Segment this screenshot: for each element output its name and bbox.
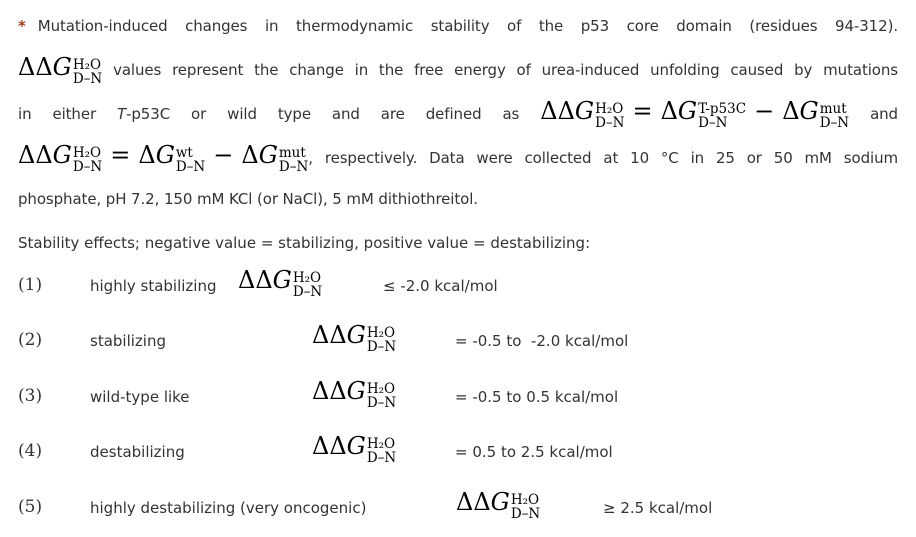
math-supsub [367,437,396,465]
row-threshold-value: ≤ -2.0 kcal/mol [383,277,498,295]
math-sup: mut [819,101,847,117]
math-supsub [367,326,396,354]
math-supsub [293,271,322,299]
row-number: (5) [18,496,43,517]
math-supsub [367,382,396,410]
math-sup: H₂O [510,491,540,508]
delta-delta-g-symbol [456,487,541,522]
math-sup: wt [175,145,193,161]
math-g: G [574,97,595,125]
row-label: stabilizing [90,332,166,351]
row-number: (4) [18,441,43,462]
row-number: (2) [18,330,43,351]
math-sup: H₂O [292,270,322,286]
row-label: highly destabilizing (very oncogenic) [90,498,367,517]
math-g: G [258,141,278,169]
math-supsub [176,146,205,174]
math-g: G [346,432,366,461]
row-label: wild-type like [90,387,190,406]
math-sup: T-p53C [698,101,747,117]
math-sub: D–N [698,115,728,131]
footnote-line3-pre: in either [18,105,97,123]
delta-delta-g-symbol [312,323,396,354]
scale-row-3 [0,371,916,426]
math-deltas: Δ [138,141,156,169]
italic-t: T [117,105,127,123]
math-deltas: ΔΔ [312,432,347,461]
math-g: G [490,487,510,516]
footnote-line3-mid: -p53C or wild type and are defined as [126,105,520,123]
footnote-line4-text: , respectively. Data were collected at 10 °C in 25 or 50 mM sodium [308,149,898,167]
footnote-paragraph [0,0,916,220]
equals-sign: = [632,97,653,125]
math-g: G [346,321,366,350]
footnote-line5-text: phosphate, pH 7.2, 150 mM KCl (or NaCl), 5 mM dithiothreitol. [18,190,478,208]
math-supsub [73,146,102,174]
delta-delta-g-symbol [18,53,103,87]
delta-delta-g-symbol [312,376,397,411]
row-threshold-value: ≥ 2.5 kcal/mol [603,498,713,517]
math-supsub [279,146,308,174]
math-supsub [820,102,849,130]
row-label: destabilizing [90,443,185,462]
math-g: G [52,141,72,169]
math-supsub [595,102,624,130]
delta-delta-g-symbol [238,268,322,299]
math-supsub [73,58,102,86]
math-supsub [698,102,746,130]
footnote-line-2 [18,47,898,91]
math-deltas: Δ [660,97,678,125]
scale-row-2 [0,315,916,370]
row-threshold-value: = -0.5 to 0.5 kcal/mol [455,387,619,406]
footnote-line2-text: values represent the change in the free energy of urea-induced unfolding caused by mutations [113,61,898,79]
stability-effects-intro: Stability effects; negative value = stabilizing, positive value = destabilizing: [18,234,591,252]
math-sup: H₂O [366,380,396,397]
math-deltas: ΔΔ [312,376,347,405]
footnote-line-4 [18,135,898,179]
footnote-line1-text: Mutation-induced changes in thermodynamic stability of the p53 core domain (residues 94-312). [37,17,898,35]
footnote-line3-post: and [870,105,898,123]
math-deltas: ΔΔ [312,321,347,350]
row-threshold-value: = 0.5 to 2.5 kcal/mol [455,443,613,462]
math-deltas: ΔΔ [540,97,575,125]
math-sup: mut [278,145,306,161]
row-number: (3) [18,385,43,406]
scale-row-5 [0,482,916,537]
math-supsub [511,493,540,521]
footnote-line-3 [18,91,898,135]
math-sub: D–N [510,505,541,522]
math-deltas: Δ [241,141,259,169]
math-sub: D–N [72,71,103,87]
delta-delta-g-symbol [312,434,396,465]
math-deltas: ΔΔ [18,141,53,169]
math-deltas: ΔΔ [238,266,273,294]
equation-1 [540,97,850,131]
math-sub: D–N [819,115,850,131]
math-sub: D–N [366,450,397,467]
equals-sign: = [110,141,131,169]
math-sub: D–N [278,159,309,175]
scale-row-1 [0,260,916,315]
math-g: G [272,266,292,294]
row-number: (1) [18,275,43,295]
math-g: G [346,376,366,405]
row-threshold-value: = -0.5 to -2.0 kcal/mol [455,332,629,351]
math-g: G [52,53,72,81]
math-sup: H₂O [72,145,102,161]
math-deltas: Δ [782,97,800,125]
scale-row-4 [0,426,916,481]
math-sub: D–N [366,339,397,356]
math-sub: D–N [175,159,206,175]
math-sup: H₂O [366,436,396,453]
math-sub: D–N [292,284,323,300]
math-deltas: ΔΔ [18,53,53,81]
stability-scale-list [0,260,916,537]
math-sub: D–N [595,115,625,131]
math-sup: H₂O [595,101,624,117]
footnote-line-5 [18,179,898,220]
footnote-asterisk-marker: * [18,17,26,35]
math-sub: D–N [366,394,397,411]
math-sub: D–N [72,159,103,175]
math-g: G [155,141,175,169]
math-sup: H₂O [72,57,102,73]
minus-sign: − [213,141,234,169]
equation-2 [18,141,309,175]
math-g: G [677,97,698,125]
math-deltas: ΔΔ [456,487,491,516]
math-sup: H₂O [366,325,396,342]
minus-sign: − [754,97,775,125]
math-g: G [799,97,819,125]
footnote-line-1 [18,6,898,47]
row-label: highly stabilizing [90,277,217,295]
